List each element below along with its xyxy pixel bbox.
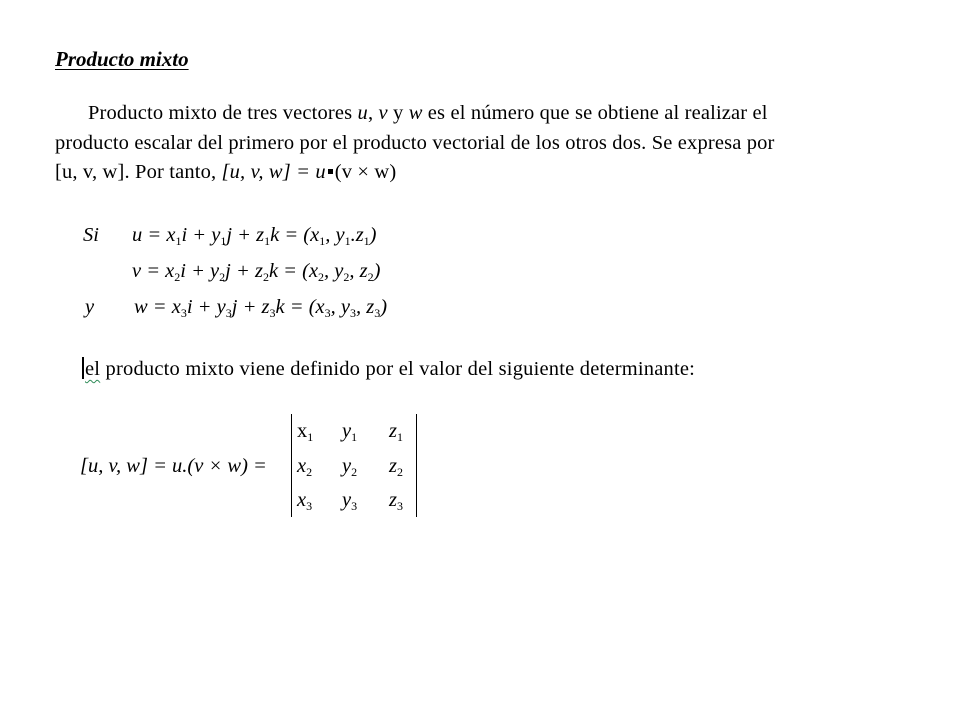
text-run: Producto mixto de tres vectores [88,102,358,124]
equation-w: $w = x_3i + y_3j + z_3k = (x_3$, $y_3$, $z_3$) [134,296,388,320]
vector-u: u [357,102,368,124]
equation-u: $u = x_1i + y_1j + z_1k = (x_1$, $y_1.z_1$) [132,224,377,248]
text-run: , [367,102,379,124]
det-cell-x2: $x_2$ [297,455,313,479]
vector-w: w [408,102,423,124]
det-cell-y1: $y_1$ [342,420,358,444]
definition-line [82,357,695,381]
paragraph-line-2: producto escalar del primero por el producto vectorial de los otros dos. Se expresa por [55,132,775,154]
determinant-matrix [291,414,417,517]
det-cell-z3: $z_3$ [389,489,403,513]
text-run: producto mixto viene definido por el valor del siguiente determinante: [100,358,696,380]
determinant-lhs: [u, v, w] = u.(v × w) = [80,455,267,477]
vector-v: v [378,102,388,124]
det-cell-y2: $y_2$ [342,455,358,479]
text-cursor-icon [82,357,84,379]
dot-operator-icon [328,169,333,174]
section-title: Producto mixto [55,47,189,71]
det-cell-y3: $y_3$ [342,489,358,513]
det-cell-x3: $x_3$ [297,489,313,513]
text-run: [u, v, w]. Por tanto, [55,161,222,183]
paragraph-line-1 [88,102,768,125]
formula-bracket: [u, v, w] = u [221,161,326,183]
text-run: es el número que se obtiene al realizar el [422,102,768,124]
equation-v: $v = x_2i + y_2j + z_2k = (x_2$, $y_2$, $z_2$) [132,260,381,284]
det-cell-x1: $x_1$ [297,420,314,444]
formula-cross: (v × w) [334,161,397,183]
spellcheck-word: el [85,358,101,380]
text-run: y [387,102,409,124]
paragraph-line-3 [55,161,396,184]
det-cell-z2: $z_2$ [389,455,403,479]
det-cell-z1: $z_1$ [389,420,403,444]
label-si: Si [83,224,99,246]
label-y: y [85,296,95,318]
